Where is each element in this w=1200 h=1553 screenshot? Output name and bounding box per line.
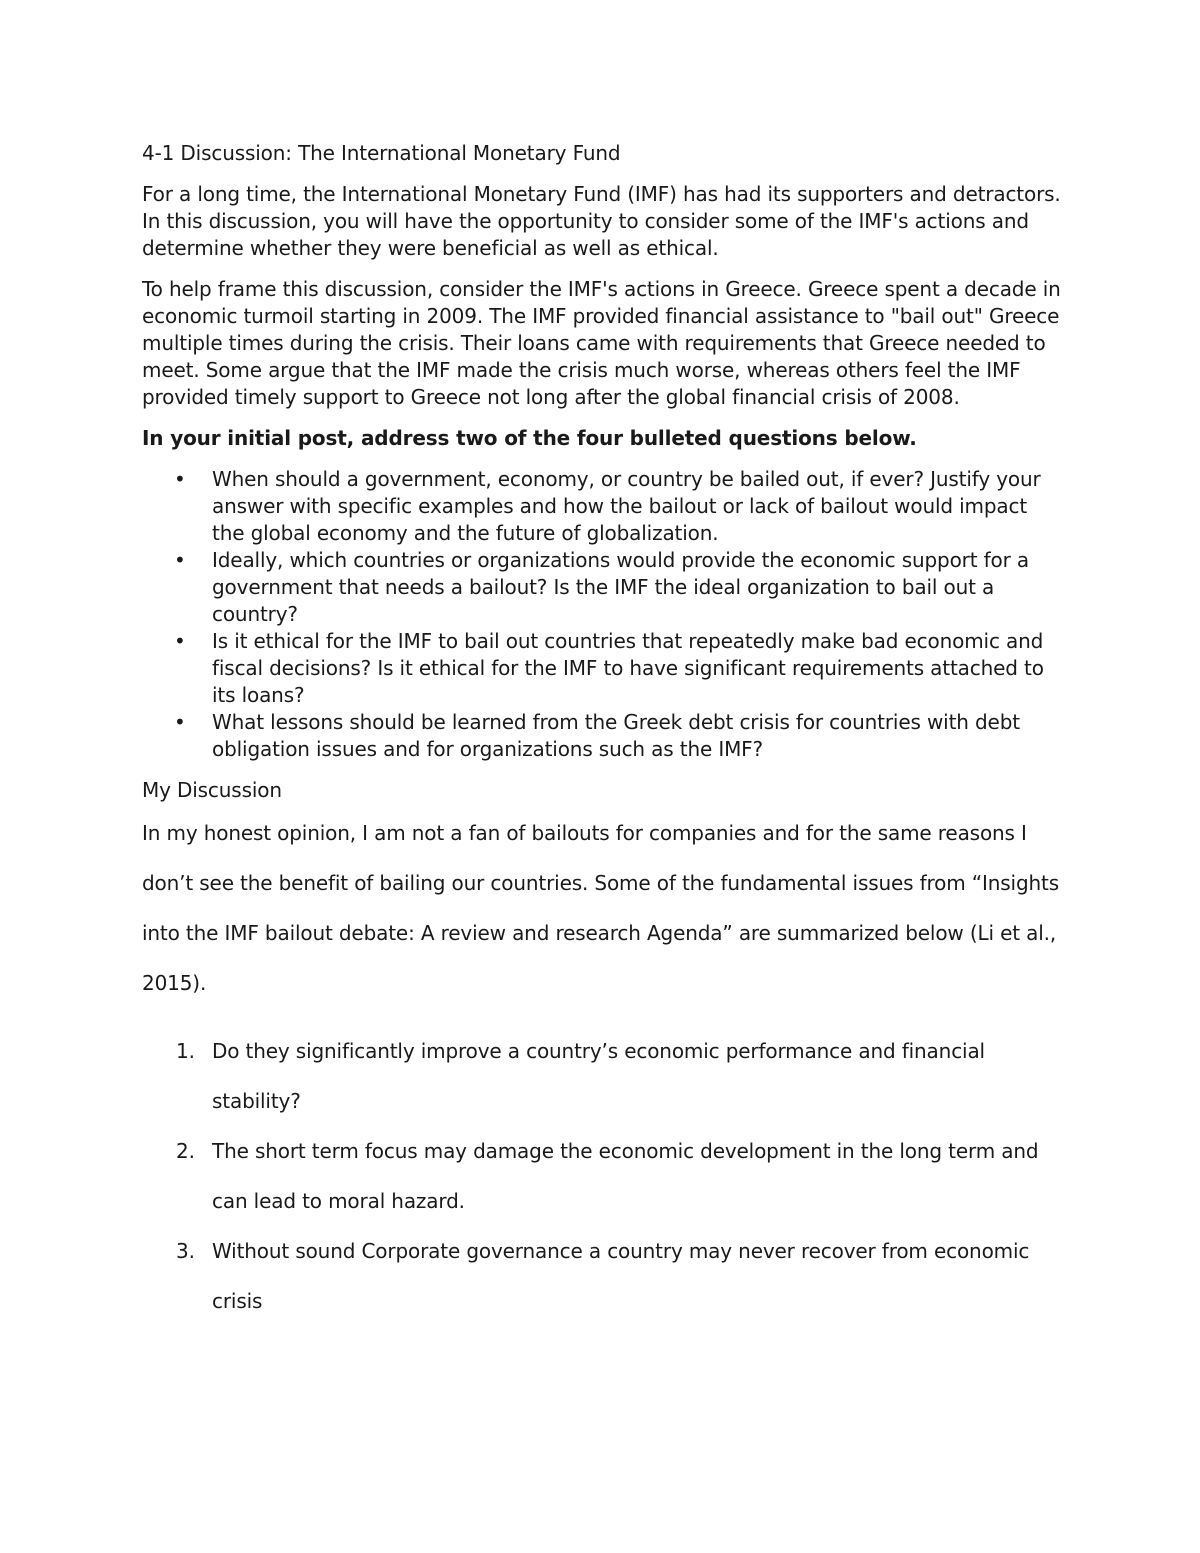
instruction-text: In your initial post, address two of the four bulleted questions below. [142, 426, 917, 450]
discussion-heading: My Discussion [142, 778, 282, 802]
discussion-body: In my honest opinion, I am not a fan of bailouts for companies and for the same reasons I don’t see the benefit of bailing our countries. Some of the fundamental issues from “Insights into the IMF bailout debate: A review and research Agenda” are summarized below (Li et al., 2015). [142, 821, 1059, 995]
document-title: 4-1 Discussion: The International Monetary Fund [142, 141, 621, 165]
question-text: When should a government, economy, or country be bailed out, if ever? Justify your answer with specific examples and how the bailout or lack of bailout would impact the global economy and the future of globalization. [212, 467, 1041, 545]
point-number: 2. [176, 1139, 195, 1163]
document-page [142, 140, 1062, 1330]
point-number: 3. [176, 1239, 195, 1263]
point-text: Without sound Corporate governance a country may never recover from economic crisis [212, 1239, 1030, 1313]
question-item [142, 547, 1062, 628]
bullet-icon: • [174, 467, 186, 491]
point-text: Do they significantly improve a country’s economic performance and financial stability? [212, 1039, 985, 1113]
question-item [142, 466, 1062, 547]
bullet-icon: • [174, 548, 186, 572]
point-item [142, 1226, 1062, 1326]
point-number: 1. [176, 1039, 195, 1063]
question-list [142, 466, 1062, 763]
question-text: Ideally, which countries or organizations would provide the economic support for a government that needs a bailout? Is the IMF the ideal organization to bail out a country? [212, 548, 1029, 626]
question-text: Is it ethical for the IMF to bail out countries that repeatedly make bad economic and fiscal decisions? Is it ethical for the IMF to have significant requirements attached to its loans? [212, 629, 1044, 707]
question-item [142, 709, 1062, 763]
bullet-icon: • [174, 629, 186, 653]
bullet-icon: • [174, 710, 186, 734]
point-item [142, 1126, 1062, 1226]
intro-paragraph: For a long time, the International Monetary Fund (IMF) has had its supporters and detractors. In this discussion, you will have the opportunity to consider some of the IMF's actions and determine whether they were beneficial as well as ethical. [142, 182, 1061, 260]
point-text: The short term focus may damage the economic development in the long term and can lead to moral hazard. [212, 1139, 1039, 1213]
point-item [142, 1026, 1062, 1126]
points-list [142, 1026, 1062, 1326]
context-paragraph: To help frame this discussion, consider the IMF's actions in Greece. Greece spent a decade in economic turmoil starting in 2009. The IMF provided financial assistance to "bail out" Greece multiple times during the crisis. Their loans came with requirements that Greece needed to meet. Some argue that the IMF made the crisis much worse, whereas others feel the IMF provided timely support to Greece not long after the global financial crisis of 2008. [142, 277, 1061, 409]
question-item [142, 628, 1062, 709]
question-text: What lessons should be learned from the Greek debt crisis for countries with debt obligation issues and for organizations such as the IMF? [212, 710, 1020, 761]
